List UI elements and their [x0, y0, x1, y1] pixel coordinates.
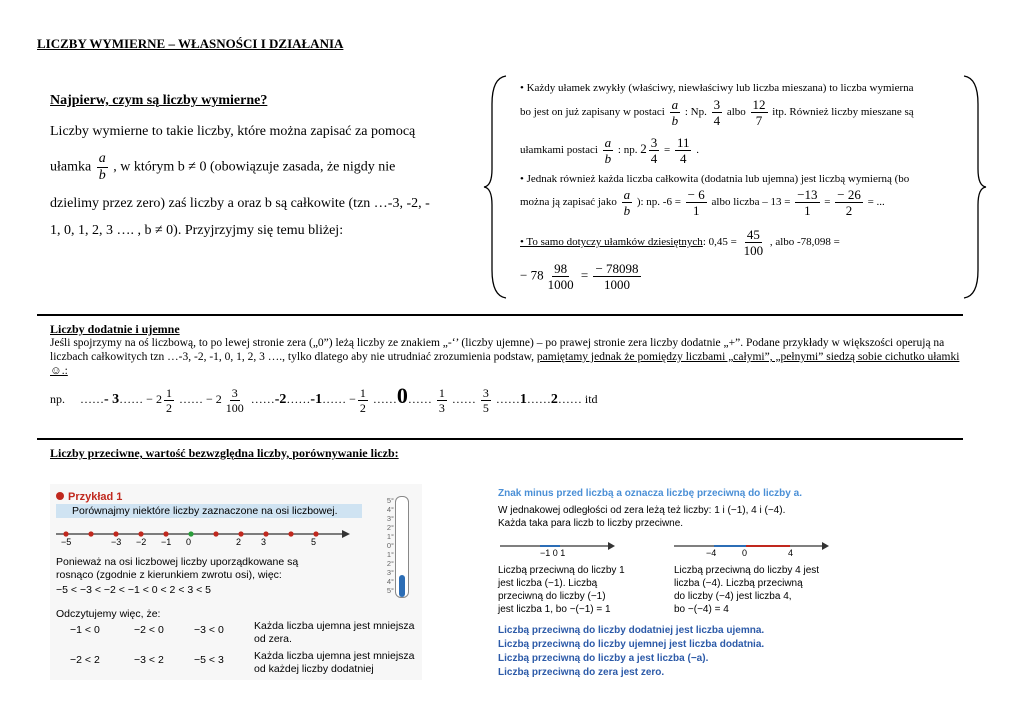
- thermometer-tick-label: 2°: [386, 559, 394, 568]
- note-1-a: Każda liczba ujemna jest mniejsza: [254, 620, 415, 632]
- number-line-point: [188, 531, 193, 536]
- box-b2-line1: • Jednak również każda liczba całkowita (dodatnia lub ujemna) jest liczbą wymierną (bo: [520, 173, 910, 185]
- intro-line-2: [50, 152, 395, 183]
- note-2-b: od każdej liczby dodatniej: [254, 663, 374, 675]
- divider-1: [37, 314, 963, 316]
- textbook-opposite-panel: [496, 484, 836, 680]
- number-line-3-label-2: 0: [742, 548, 748, 558]
- number-line-label: −3: [111, 537, 122, 547]
- opposite-col-2: Liczbą przeciwną do liczby 4 jest liczba (−4). Liczbą przeciwną do liczby (−4) jest liczba 4, bo −(−4) = 4: [674, 565, 820, 615]
- thermometer-tick-label: 3°: [386, 568, 394, 577]
- intro-fraction: $\frac{a}{b}$: [98, 151, 106, 183]
- textbook-comparison-panel: [50, 484, 422, 680]
- intro-line-2-b: , w którym b ≠ 0 (obowiązuje zasada, że nigdy nie: [113, 159, 396, 175]
- number-line-label: −2: [136, 537, 147, 547]
- thermometer-scale: [378, 496, 394, 596]
- ineq-2-3: −5 < 3: [194, 654, 224, 666]
- ineq-1-3: −3 < 0: [194, 624, 224, 636]
- opposite-heading: Znak minus przed liczbą a oznacza liczbę przeciwną do liczby a.: [498, 488, 802, 499]
- number-line-point: [288, 531, 293, 536]
- intro-line-3: dzielimy przez zero) zaś liczby a oraz b są całkowite (tzn …-3, -2, -: [50, 196, 430, 211]
- box-b2-line2: można ją zapisać jako $\frac{a}{b}$ ): np. -6 = $\frac{- 6}{1}$ albo liczba – 13 = $\frac{-13}{1}$ = $\frac{- 26}{2}$ = ...: [520, 187, 885, 218]
- divider-2: [37, 438, 963, 440]
- left-brace-icon: [482, 74, 508, 300]
- intro-heading: Najpierw, czym są liczby wymierne?: [50, 93, 268, 108]
- intro-line-1: Liczby wymierne to takie liczby, które można zapisać za pomocą: [50, 124, 416, 139]
- right-brace-icon: [962, 74, 988, 300]
- thermometer-tick-label: 5°: [386, 586, 394, 595]
- thermometer-tick-label: 4°: [386, 505, 394, 514]
- opposite-col-1: Liczbą przeciwną do liczby 1 jest liczba (−1). Liczbą przeciwną do liczby (−1) jest liczba 1, bo −(−1) = 1: [498, 565, 625, 615]
- thermometer-tick-label: 1°: [386, 550, 394, 559]
- intro-line-2-a: ułamka: [50, 159, 92, 175]
- number-line-label: 5: [311, 537, 317, 547]
- ineq-1-2: −2 < 0: [134, 624, 164, 636]
- section-positive-negative-text: Jeśli spojrzymy na oś liczbową, to po lewej stronie zera („0”) leżą liczby ze znakiem „-‘’ (liczby ujemne) – po prawej stronie zera liczby dodatnie „+”. Podane przykłady w większości operują na liczbach całkowitych tzn …-3, -2, -1, 0, 1, 2, 3 …., tylko dlatego aby nie utrudniać zrozumienia podstaw, pamiętamy jednak że pomiędzy liczbami „całymi”, „pełnymi” siedzą sobie cichutko ułamki ☺.:: [50, 337, 960, 377]
- number-line-2-labels: −1 0 1: [540, 548, 566, 558]
- number-line-point: [238, 531, 243, 536]
- number-line-point: [213, 531, 218, 536]
- number-line-3-label-3: 4: [788, 548, 794, 558]
- order-inequality: −5 < −3 < −2 < −1 < 0 < 2 < 3 < 5: [56, 584, 212, 596]
- note-2-a: Każda liczba ujemna jest mniejsza: [254, 650, 415, 662]
- order-explanation-2: rosnąco (zgodnie z kierunkiem zwrotu osi), więc:: [56, 569, 282, 581]
- number-line-label: −5: [61, 537, 72, 547]
- thermometer-tick-label: 1°: [386, 532, 394, 541]
- number-line-point: [163, 531, 168, 536]
- order-explanation-1: Ponieważ na osi liczbowej liczby uporządkowane są: [56, 556, 299, 568]
- section-opposite-heading: Liczby przeciwne, wartość bezwzględna liczby, porównywanie liczb:: [50, 446, 399, 460]
- opposite-para-1: W jednakowej odległości od zera leżą też liczby: 1 i (−1), 4 i (−4).: [498, 505, 786, 516]
- thermometer-tick-label: 0°: [386, 541, 394, 550]
- example-prompt: Porównajmy niektóre liczby zaznaczone na osi liczbowej.: [56, 504, 362, 518]
- page-title: LICZBY WYMIERNE – WŁASNOŚCI I DZIAŁANIA: [37, 36, 344, 51]
- number-line-label: 0: [186, 537, 192, 547]
- ineq-2-2: −3 < 2: [134, 654, 164, 666]
- ineq-1-1: −1 < 0: [70, 624, 100, 636]
- number-line-label: −1: [161, 537, 172, 547]
- number-line-3: [672, 538, 832, 558]
- opposite-para-2: Każda taka para liczb to liczby przeciwne.: [498, 518, 684, 529]
- box-b1-line2: bo jest on już zapisany w postaci $\frac{a}{b}$ : Np. $\frac{3}{4}$ albo $\frac{12}{7}$ itp. Również liczby mieszane są: [520, 97, 914, 128]
- box-b3-line1: • To samo dotyczy ułamków dziesiętnych: 0,45 = $\frac{45}{100}$ , albo -78,098 =: [520, 227, 840, 258]
- ineq-2-1: −2 < 2: [70, 654, 100, 666]
- box-b1-line1: • Każdy ułamek zwykły (właściwy, niewłaściwy lub liczba mieszana) to liczba wymierna: [520, 82, 914, 94]
- box-b1-line3: ułamkami postaci $\frac{a}{b}$ : np. 2 $\frac{3}{4}$ = $\frac{11}{4}$ .: [520, 135, 699, 166]
- intro-line-4: 1, 0, 1, 2, 3 …. , b ≠ 0). Przyjrzyjmy się temu bliżej:: [50, 223, 344, 238]
- number-line-point: [263, 531, 268, 536]
- number-sequence: np. ……- 3…… − 2 $\frac{1}{2}$ …… − 2 $\frac{3}{100}$ ……-2……-1…… − $\frac{1}{2}$ ……0…… $\frac{1}{3}$ …… $\frac{3}{5}$ ……1……2…… itd: [50, 383, 598, 415]
- number-line-label: 2: [236, 537, 242, 547]
- box-b3-line2: − 78 $\frac{98}{1000}$ = $\frac{- 78098}{1000}$: [520, 261, 639, 292]
- conclusion-label: Odczytujemy więc, że:: [56, 608, 161, 620]
- number-line-point: [313, 531, 318, 536]
- number-line-point: [113, 531, 118, 536]
- note-1-b: od zera.: [254, 633, 292, 645]
- thermometer-tick-label: 4°: [386, 577, 394, 586]
- number-line-point: [88, 531, 93, 536]
- number-line-label: 3: [261, 537, 267, 547]
- number-line-1-labels: [52, 537, 352, 549]
- thermometer-tick-label: 3°: [386, 514, 394, 523]
- section-positive-negative-heading: Liczby dodatnie i ujemne: [50, 322, 180, 336]
- example-label: Przykład 1: [56, 491, 122, 503]
- number-line-point: [138, 531, 143, 536]
- thermometer-tick-label: 5°: [386, 496, 394, 505]
- number-line-point: [63, 531, 68, 536]
- number-line-3-label-1: −4: [706, 548, 717, 558]
- bullet-icon: [56, 492, 64, 500]
- thermometer-tick-label: 2°: [386, 523, 394, 532]
- thermometer-icon: [395, 496, 409, 598]
- opposite-rules: Liczbą przeciwną do liczby dodatniej jest liczba ujemna. Liczbą przeciwną do liczby ujemnej jest liczba dodatnia. Liczbą przeciwną do liczby a jest liczba (−a). Liczbą przeciwną do zera jest zero.: [498, 625, 765, 678]
